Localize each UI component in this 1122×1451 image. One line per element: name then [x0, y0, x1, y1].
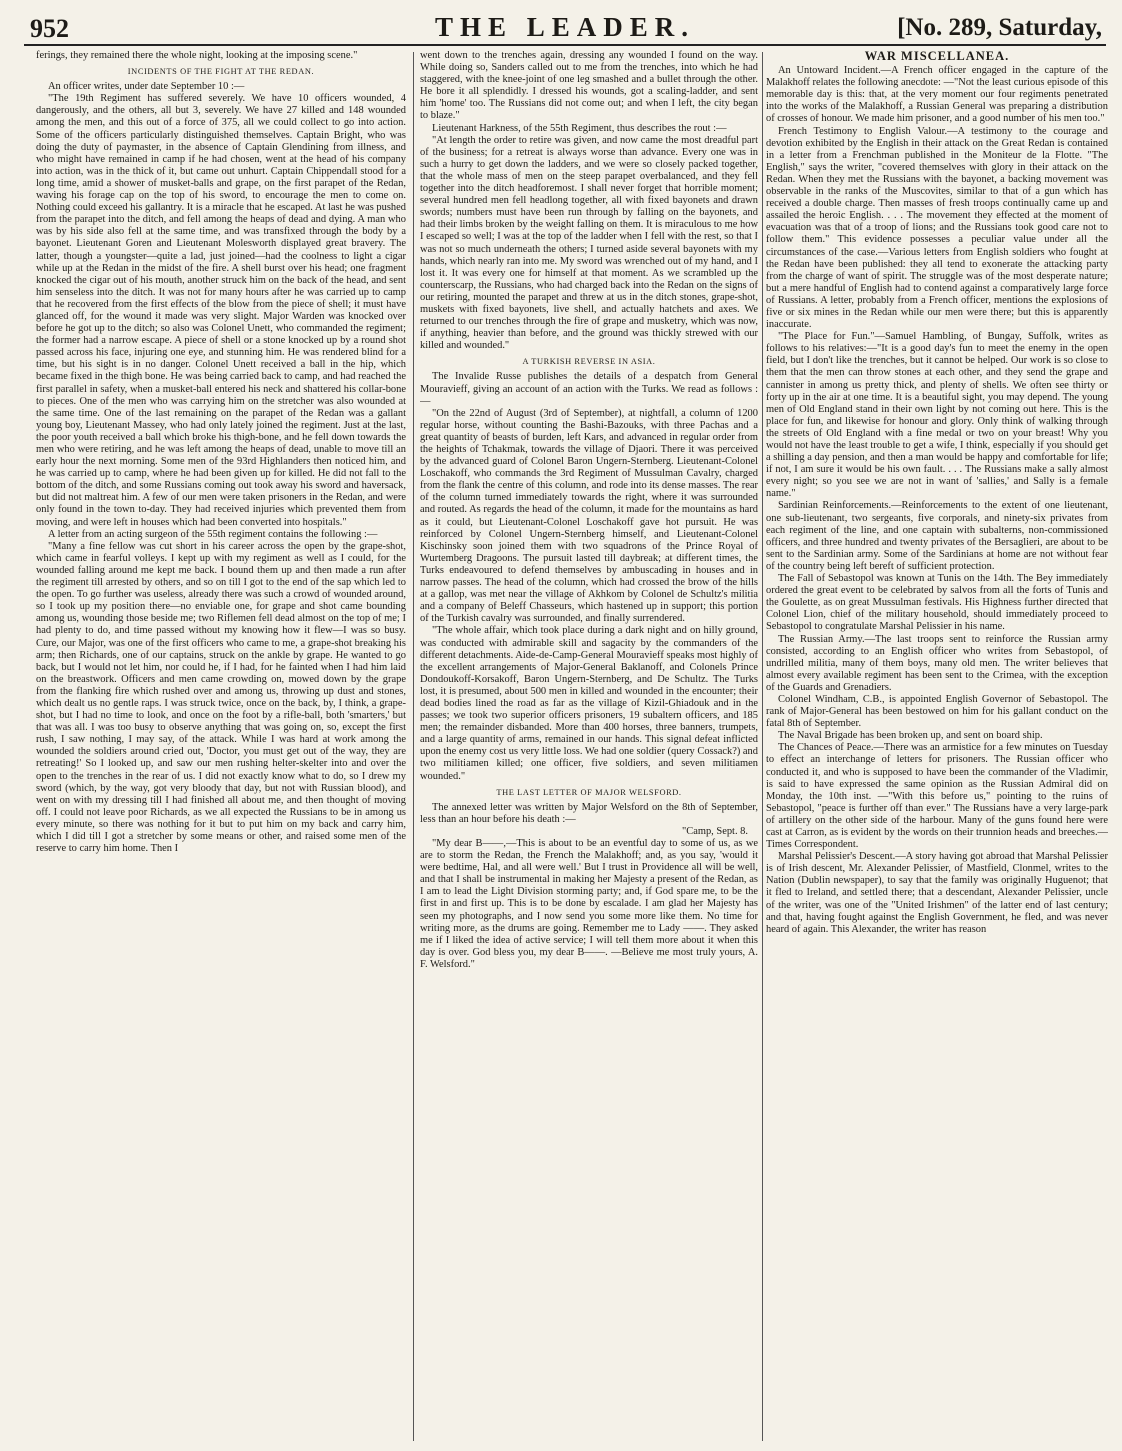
- paragraph: Lieutenant Harkness, of the 55th Regiment, thus describes the rout :—: [432, 122, 727, 134]
- paragraph: Marshal Pelissier's Descent.—A story having got abroad that Marshal Pelissier is of Irish descent, Mr. Alexander Pelissier, of Mastfield, Clonmel, writes to the Nation (Dublin newspaper), to say that the family was originally Huguenot; that it fled to Ireland, and settled there; that a descendant, Alexander Pelissier, uncle of the writer, was one of the "United Irishmen" of the latter end of last century; and that, having fought against the English Government, he fled, and was never heard of again. This Alexander, the writer has reason: [766, 851, 1108, 935]
- paragraph: ferings, they remained there the whole night, looking at the imposing scene.": [36, 50, 358, 61]
- masthead: [24, 10, 1106, 46]
- column-left: [36, 50, 406, 1447]
- newspaper-title: THE LEADER.: [434, 12, 696, 42]
- paragraph: French Testimony to English Valour.—A testimony to the courage and devotion exhibited by the English in their attack on the Great Redan is contained in a letter from a Frenchman published in the Moniteur de la Flotte. "The English," says the writer, "covered themselves with glory in their attack on the Redan. When they met the Russians with the bayonet, a backing movement was observable in the ranks of the Muscovites, similar to that of a gun which has received a double charge. Then masses of fresh troops continually came up and assailed the heroic English. . . . The movement they effected at the moment of evacuation was that of a troop of lions; and the Russians took good care not to follow them." This evidence possesses a peculiar value under all the circumstances of the case.—Various letters from English soldiers who fought at the Redan have been published: they all tend to exonerate the attacking party from the charge of want of spirit. The struggle was of the most desperate nature; but a mere handful of English had to contend against a comparatively large force of Russians. A letter, probably from a French officer, mentions the explosions of five or six mines in the Redan while our men were there; but this is apparently inaccurate.: [766, 125, 1108, 331]
- paragraph: The Invalide Russe publishes the details of a despatch from General Mouravieff, giving an account of an action with the Turks. We read as follows :—: [420, 371, 758, 407]
- paragraph: Colonel Windham, C.B., is appointed English Governor of Sebastopol. The rank of Major-General has been bestowed on him for his gallant conduct on the fatal 8th of September.: [766, 693, 1108, 730]
- paragraph: The Fall of Sebastopol was known at Tunis on the 14th. The Bey immediately ordered the great event to be celebrated by salvos from all the forts of Tunis and the Goulette, as on great Mussulman festivals. His Highness further directed that Colonel Lion, chief of the military household, should immediately proceed to Sebastopol to congratulate Marshal Pelissier in his name.: [766, 573, 1108, 633]
- issue-line: [No. 289, Saturday,: [897, 14, 1102, 41]
- column-middle: [420, 50, 758, 1447]
- paragraph: Sardinian Reinforcements.—Reinforcements to the extent of one lieutenant, one sub-lieutenant, two sergeants, five corporals, and ninety-six privates from each regiment of the line, and one captain with subalterns, non-commissioned officers, and three hundred and twenty privates of the Bersaglieri, are about to be sent to the Sardinian army. Some of the Sardinians at home are not without fear of the country being left bereft of sufficient protection.: [766, 500, 1108, 572]
- paragraph: An officer writes, under date September 10 :—: [48, 81, 245, 93]
- page-number: 952: [30, 14, 69, 43]
- section-heading: INCIDENTS OF THE FIGHT AT THE REDAN.: [127, 67, 315, 77]
- paragraph: "Many a fine fellow was cut short in his career across the open by the grape-shot, which came in fearful volleys. I kept up with my regiment as well as I could, for the wounded falling around me kept me back. I bound them up and then made a run after the regiment till arrested by others, and so on till I got to the end of the sap which led to the open. To go further was useless, already there was such a crowd of wounded around, so I took up my position there—no enviable one, for grape and shot came bounding among us, wounding those beside me; two Riflemen fell dead almost on the top of me; I had plenty to do, and time passed without my knowing how it flew—I was so busy. Cure, our Major, was one of the first officers who came to me, a grape-shot breaking his arm; then Richards, one of our captains, struck on the ankle by grape. He wanted to go back, but I would not let him, nor could he, if I had, for he fainted when I had him laid on the breastwork. Officers and men came crowding on, mowed down by the grape from the flanking fire which rushed over and among us, throwing up dust and stones, which dealt us no gentle raps. I was struck twice, once on the back, by, I think, a grape-shot, but I had no time to look, and once on the foot by a rifle-ball, both 'smarters,' but that was all. I was too busy to observe anything that was going on, so, except the first rush, I saw nothing, I may say, of the attack. While I was hard at work among the wounded the soldiers around cried out, 'Doctor, you must get out of the way, they are retreating!' So I looked up, and saw our men rushing helter-skelter into and over the open to the trenches in the rear of us. I did not exactly know what to do, so I drew my sword (which, by the way, got very bloody that day, but not with Russian blood), and went on with my dressing till I had finished all about me, and then thought of moving off. I could not leave poor Richards, as we all expected the Russians to be in among us every minute, so there was nothing for it but to put him on my back and carry him, which I did till I got a stretcher by some means or other, and raised some men of the reserve to carry him home. Then I: [36, 540, 406, 855]
- paragraph: The Naval Brigade has been broken up, and sent on board ship.: [778, 730, 1043, 742]
- paragraph: went down to the trenches again, dressing any wounded I found on the way. While doing so, Sanders called out to me from the trenches, into which he had staggered, with the knee-joint of one leg smashed and a bullet through the other. He bore it all splendidly. I dressed his wounds, got a scaling-ladder, and sent him 'home' too. The Russians did not come out; and when I left, the city began to blaze.": [420, 50, 758, 122]
- paragraph: "The 19th Regiment has suffered severely. We have 10 officers wounded, 4 dangerously, and the others, all but 3, severely. We have 27 killed and 148 wounded among the men, and this out of a force of 375, all we could collect to go into action. Some of the officers particularly distinguished themselves. Captain Bright, who was doing the duty of paymaster, in the absence of Captain Glendining from illness, and who might have remained in camp if he had chosen, went at the head of his company into action, was in the thick of it, but came out unhurt. Captain Chippendall stood for a long time, amid a shower of musket-balls and grape, on the first parapet of the Redan, waving his forage cap on the top of his sword, to encourage the men to come on. Nothing could exceed his gallantry. It is a miracle that he escaped. At last he was pushed from the parapet into the ditch, and fell among the heaps of dead and dying. A man who was by his side also fell at the same time, and was transfixed through the body by a bayonet. Lieutenant Goren and Lieutenant Molesworth displayed great bravery. The latter, though a youngster—quite a lad, just joined—had the coolness to light a cigar while up at the Redan in the midst of the fire. A shell burst over his head; one fragment knocked the cigar out of his mouth, another struck him on the back of the head, and sent him senseless into the ditch. It was not for many hours after he was carried up to camp that he recovered from the first effects of the blow from the piece of shell; it must have glanced off, for the wound it made was very slight. Major Warden was knocked over before he got up to the ditch; so also was Colonel Unett, who commanded the regiment; the former had a narrow escape. A piece of shell or a stone knocked up by a round shot passed across his face, injuring one eye, and stunning him. He was rendered blind for a time, but his sight is in no danger. Colonel Unett received a ball in the hip, which became fixed in the thigh bone. He was being carried back to camp, and had reached the first parallel in safety, when a musket-ball entered his neck and shattered his collar-bone to pieces. One of the men who was carrying him on the stretcher was also wounded at the same time. One of the last remaining on the parapet of the Redan was a gallant young boy, Lieutenant Massey, who had only lately joined the regiment. Just at the last, the poor youth received a ball which broke his thigh-bone, and he fell down towards the men who were retiring, and he was left among the heaps of dead, unable to move till an early hour the next morning. Some men of the 93rd Highlanders then noticed him, and he was carried up to camp, where he had been given up for killed. He did not fall to the bottom of the ditch, and some Russians coming out took away his sword and haversack, but did not maltreat him. A few of our men were taken prisoners in the Redan, and were only found in the town to-day. They had received injuries which prevented them from moving, and were left in houses which had been converted into hospitals.": [36, 93, 406, 528]
- section-heading: THE LAST LETTER OF MAJOR WELSFORD.: [496, 787, 682, 797]
- paragraph: "The Place for Fun."—Samuel Hambling, of Bungay, Suffolk, writes as follows to his relatives:—"It is a good day's fun to meet the enemy in the open field, but I don't like the trenches, but it cannot be helped. Our work is so close to them that the men can throw stones at each other, and they send the grape and cannister in among us pretty thick, and plenty of shells. We often see thirty or forty up in the air at one time. It is a beautiful sight, you may depend. The young men of Old England stand in their own light by not coming out here. This is the place for fun, and likewise for honour and glory. Only think of walking through the streets of Old England with a fine medal or two on your breast! Why you would not have the least trouble to get a wife, I think, especially if you should get a shilling a day pension, and then a man would be happy and comfortable for life; if not, I am sure it would be his own fault. . . . The Russians make a sally almost every night; so you see we are not in want of 'sallies,' and Sally is a female name.": [766, 331, 1108, 500]
- paragraph: The Russian Army.—The last troops sent to reinforce the Russian army consisted, according to an English officer who writes from Sebastopol, of undrilled militia, many of them boys, many old men. The writer believes that almost every available regiment has been sent to the Crimea, with the exception of the Guards and Grenadiers.: [766, 633, 1108, 693]
- paragraph: "On the 22nd of August (3rd of September), at nightfall, a column of 1200 regular horse, without counting the Bashi-Bazouks, with three Pachas and a great quantity of beasts of burden, left Kars, and advanced in regular order from the heights of Tchakmak, towards the village of Djaori. There it was perceived by the advanced guard of Colonel Baron Ungern-Sternberg. Lieutenant-Colonel Loschakoff, who commands the 3rd Regiment of Mussulman Cavalry, charged from the flank the centre of this column, and rode into its dense masses. The rear of the column turned immediately towards the right, where it was surrounded and routed. As regards the head of the column, it made for the mountains as hard as it could, but Lieutenant-Colonel Loschakoff gave hot pursuit. He was reinforced by Colonel Ungern-Sternberg himself, and Lieutenant-Colonel Kischinsky soon joined them with two squadrons of the Prince Royal of Wurtemberg Dragoons. The pursuit lasted till daybreak; at different times, the Turks endeavoured to defend themselves by ambuscading in houses and in narrow passes. The head of the column, which had crossed the brow of the hills at a gallop, was met near the village of Akhkom by Colonel de Schultz's militia and a company of Beleff Chasseurs, which hastened up in support; this portion of the Turkish cavalry was surrounded, and finally surrendered.: [420, 407, 758, 625]
- paragraph: An Untoward Incident.—A French officer engaged in the capture of the Malakhoff relates the following anecdote: —"Not the least curious episode of this memorable day is this: that, at the very moment our four regiments penetrated into the works of the Malakhoff, a Russian General was preparing a distribution of crosses of honour. We made him prisoner, and a good number of his men too.": [766, 65, 1108, 125]
- paragraph: A letter from an acting surgeon of the 55th regiment contains the following :—: [48, 528, 378, 540]
- column-right: [766, 50, 1108, 1447]
- paragraph: "My dear B——,—This is about to be an eventful day to some of us, as we are to storm the Redan, the French the Malakhoff; and, as you say, 'would it were bedtime, Hal, and all were well.' But I trust in Providence all will be well, and that I shall be instrumental in making her Majesty a present of the Redan, as I am to lead the Light Division storming party; and, if God spare me, to be the first in and first up. This is to be done by escalade. I am glad her Majesty has seen my photographs, and I now send you some more like them. No time for writing more, as the drums are going. Remember me to Lady ——. They asked me if I liked the idea of active service; I will tell them more about it when this day is over. God bless you, my dear B——. —Believe me most truly yours, A. F. Welsford.": [420, 838, 758, 970]
- letter-dateline: "Camp, Sept. 8.: [681, 825, 748, 837]
- paragraph: The annexed letter was written by Major Welsford on the 8th of September, less than an hour before his death :—: [420, 801, 758, 825]
- column-rule: [762, 52, 763, 1441]
- paragraph: The Chances of Peace.—There was an armistice for a few minutes on Tuesday to effect an interchange of letters for prisoners. The Russian officer who conducted it, and who is supposed to have been the commander of the Vladimir, is said to have expressed the same opinion as the Russian Admiral did on Monday, the 10th inst. —"With this before us," pointing to the ruins of Sebastopol, "peace is further off than ever." The Russians have a very large-park of artillery on the other side of the harbour. Many of the guns found here were cast at Carron, as is evident by the words on their trunnion heads and breeches.—Times Correspondent.: [766, 742, 1108, 851]
- paragraph: "At length the order to retire was given, and now came the most dreadful part of the business; for a retreat is always worse than advance. Every one was in such a hurry to get down the ladders, and we were so closely packed together, that the whole mass of men on the steep parapet overbalanced, and they fell together into the ditch headforemost. I shall never forget that horrible moment; several hundred men fell headlong together, all with fixed bayonets and drawn swords; numbers must have been run through by falling on the bayonets, and had their limbs broken by the weight falling on them. It is miraculous to me how I escaped so well; I was at the top of the ladder when I fell with the rest, so that I was not so much underneath the others; I turned aside several bayonets with my hands, which nearly ran into me. My sword was wrenched out of my hand, and I lost it. It was every one for himself at that moment. As we scrambled up the counterscarp, the Russians, who had charged back into the Redan on the signs of our retiring, mounted the parapet and threw at us in the ditch stones, grape-shot, muskets with fixed bayonets, live shell, and actually hatchets and axes. We returned to our trenches through the fire of grape and musketry, which was now, if anything, heavier than before, and the ground was thickly strewed with our killed and wounded.": [420, 134, 758, 352]
- column-rule: [413, 52, 414, 1441]
- paragraph: "The whole affair, which took place during a dark night and on hilly ground, was conducted with admirable skill and sagacity by the commanders of the different detachments. Aide-de-Camp-General Mouravieff speaks most highly of the excellent arrangements of Major-General Baklanoff, and Colonels Prince Dondoukoff-Korsakoff, Baron Ungern-Sternberg, and De Schultz. The Turks lost, it is presumed, about 500 men in killed and wounded in the encounter; their dead bodies lined the road as far as the village of Kizil-Ghiadouk and in the passes; we took two superior officers prisoners, 19 subaltern officers, and 185 men; the remainder disbanded. More than 400 horses, three banners, trumpets, and a large quantity of arms, remained in our hands. This signal defeat inflicted upon the enemy cost us very little loss. We had one soldier (query Cossack?) and two militiamen killed; one officer, five soldiers, and seven militiamen wounded.": [420, 625, 758, 782]
- section-heading: A TURKISH REVERSE IN ASIA.: [522, 357, 656, 367]
- section-heading: WAR MISCELLANEA.: [864, 50, 1010, 63]
